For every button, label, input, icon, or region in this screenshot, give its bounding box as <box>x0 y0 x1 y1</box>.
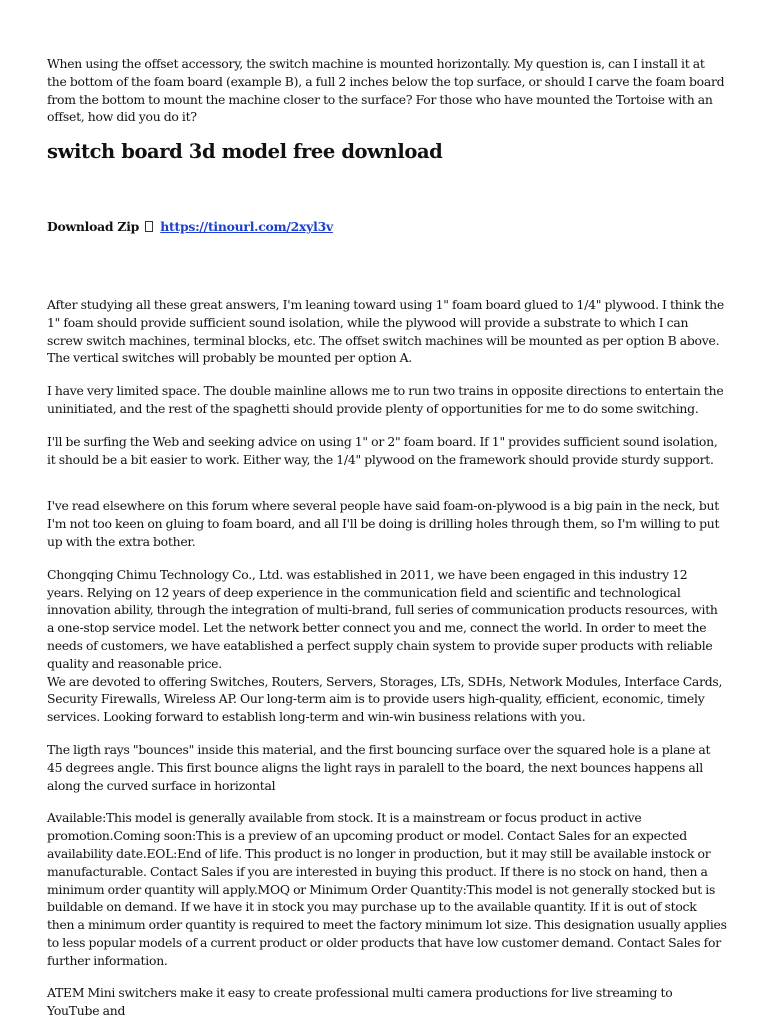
missing-glyph-box-icon <box>145 221 153 232</box>
body-paragraph: Available:This model is generally available from stock. It is a mainstream or focus product in active promotion.Coming soon:This is a preview of an upcoming product or model. Contact Sales for an expected availability date.EOL:End of life. This product is no longer in production, but it may still be available instock or manufacturable. Contact Sales if you are interested in buying this product. If there is no stock on hand, then a minimum order quantity will apply.MOQ or Minimum Order Quantity:This model is not generally stocked but is buildable on demand. If we have it in stock you may purchase up to the available quantity. If it is out of stock then a minimum order quantity is required to meet the factory minimum lot size. This designation usually applies to less popular models of a current product or older products that have low customer demand. Contact Sales for further information. <box>47 810 727 968</box>
intro-paragraph: When using the offset accessory, the switch machine is mounted horizontally. My question is, can I install it at the bottom of the foam board (example B), a full 2 inches below the top surface, or should I carve the foam board from the bottom to mount the machine closer to the surface? For those who have mounted the Tortoise with an offset, how did you do it? <box>47 56 725 125</box>
body-paragraph: Chongqing Chimu Technology Co., Ltd. was established in 2011, we have been engaged in this industry 12 years. Relying on 12 years of deep experience in the communication field and scientific and technological innovation ability, through the integration of multi-brand, full series of communication products resources, with a one-stop service model. Let the network better connect you and me, connect the world. In order to meet the needs of customers, we have eatablished a perfect supply chain system to provide super products with reliable quality and reasonable price. <box>47 566 718 671</box>
body-paragraph: The ligth rays "bounces" inside this material, and the first bouncing surface over the squared hole is a plane at 45 degrees angle. This first bounce aligns the light rays in paralell to the board, the next bounces happens all along the curved surface in horizontal <box>47 741 711 793</box>
body-paragraph: We are devoted to offering Switches, Routers, Servers, Storages, LTs, SDHs, Network Modules, Interface Cards, Security Firewalls, Wireless AP. Our long-term aim is to provide users high-quality, efficient, economic, timely services. Looking forward to establish long-term and win-win business relations with you. <box>47 673 723 725</box>
page-title: switch board 3d model free download <box>47 140 443 164</box>
download-line <box>47 218 727 236</box>
body-paragraph: I'll be surfing the Web and seeking advice on using 1" or 2" foam board. If 1" provides sufficient sound isolation, it should be a bit easier to work. Either way, the 1/4" plywood on the framework should provide sturdy support. <box>47 433 718 467</box>
download-label: Download Zip <box>47 219 140 235</box>
body-paragraph: I've read elsewhere on this forum where several people have said foam-on-plywood is a big pain in the neck, but I'm not too keen on gluing to foam board, and all I'll be doing is drilling holes through them, so I'm willing to put up with the extra bother. <box>47 498 720 549</box>
document-page <box>47 55 727 1020</box>
body-paragraph: I have very limited space. The double mainline allows me to run two trains in opposite directions to entertain the uninitiated, and the rest of the spaghetti should provide plenty of opportunities for me to do some switching. <box>47 383 724 416</box>
download-link[interactable]: https://tinourl.com/2xyl3v <box>160 219 333 235</box>
body-paragraph: ATEM Mini switchers make it easy to create professional multi camera productions for live streaming to YouTube and <box>47 985 673 1019</box>
body-paragraph: After studying all these great answers, I'm leaning toward using 1" foam board glued to 1/4" plywood. I think the 1" foam should provide sufficient sound isolation, while the plywood will provide a substrate to which I can screw switch machines, terminal blocks, etc. The offset switch machines will be mounted as per option B above. The vertical switches will probably be mounted per option A. <box>47 296 724 366</box>
